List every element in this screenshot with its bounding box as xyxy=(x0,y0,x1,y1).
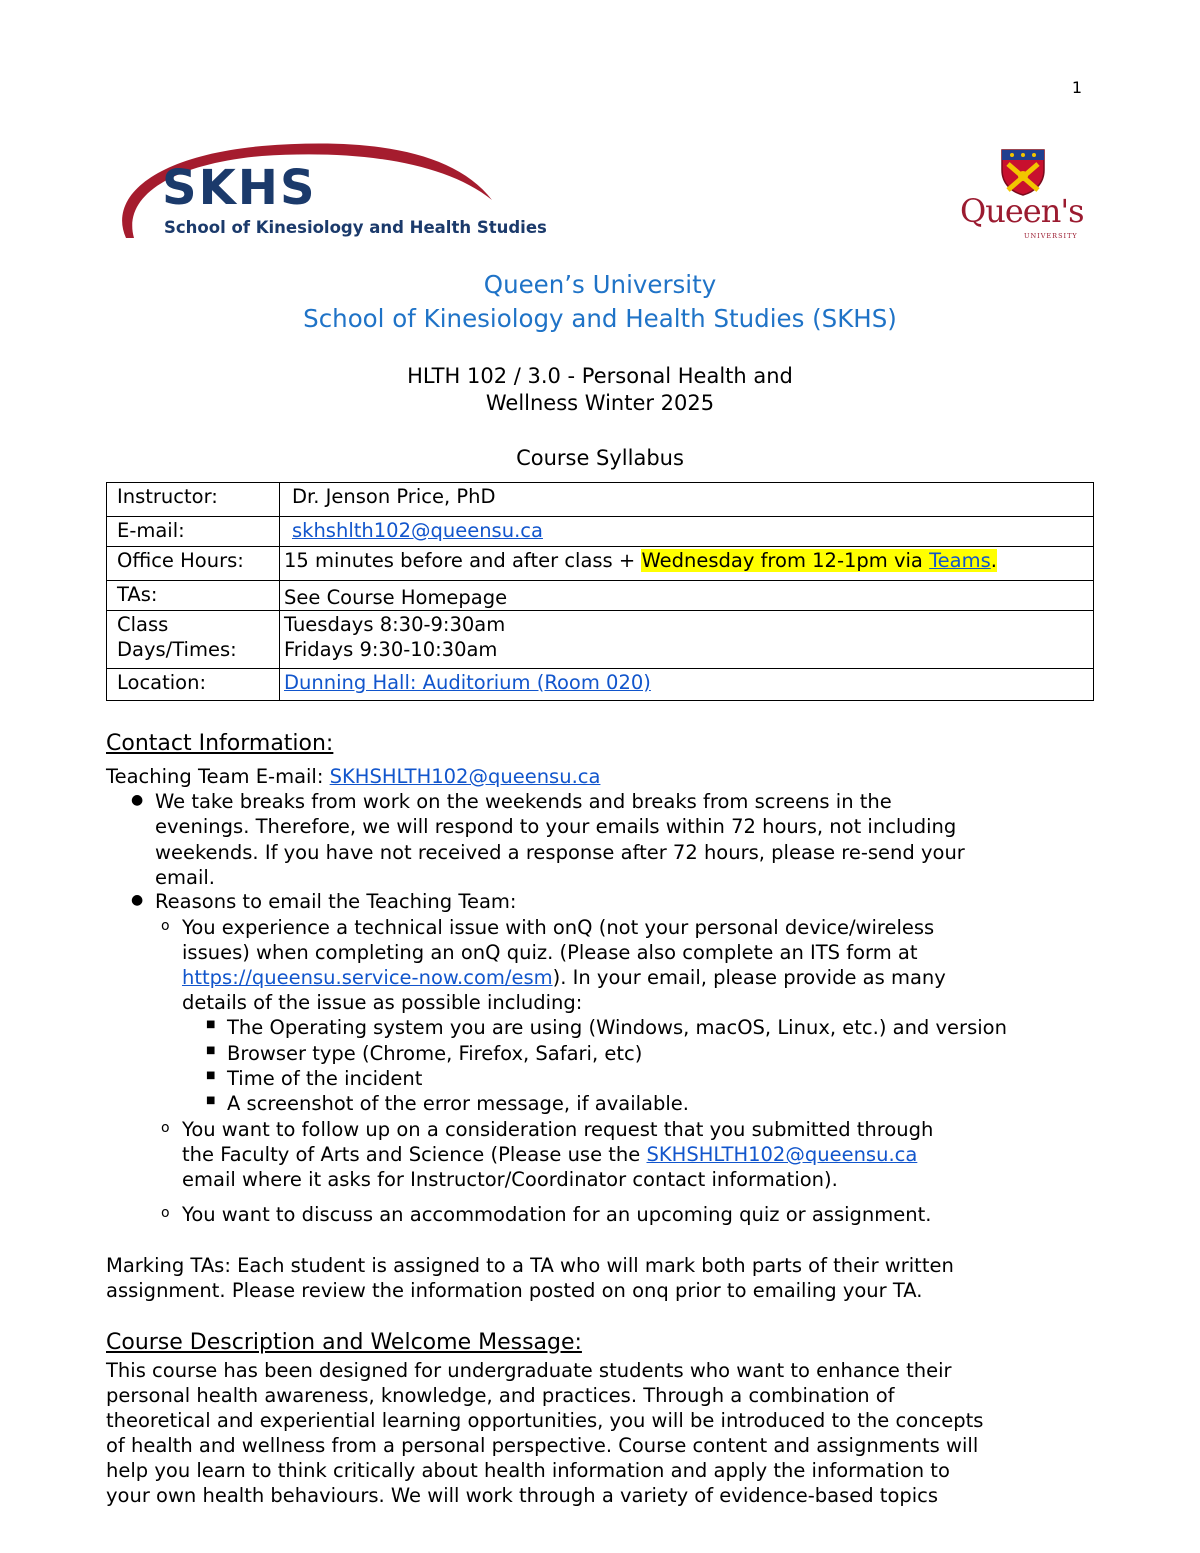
table-row-instructor xyxy=(107,483,1094,517)
description-line-5: help you learn to think critically about health information and apply the information to xyxy=(106,1459,950,1482)
instructor-value: Dr. Jenson Price, PhD xyxy=(280,483,1094,517)
class-label-line1: Class xyxy=(117,613,169,636)
table-row-office-hours xyxy=(107,547,1094,581)
its-form-link[interactable]: https://queensu.service-now.com/esm xyxy=(182,966,553,989)
queens-logo xyxy=(960,148,1094,244)
square-bullet-icon: ■ xyxy=(206,1095,216,1106)
teaching-team-email-line xyxy=(106,764,600,789)
sub-2-line-3: email where it asks for Instructor/Coordinator contact information). xyxy=(182,1168,838,1191)
bullet-1-line-2: evenings. Therefore, we will respond to your emails within 72 hours, not including xyxy=(155,815,957,838)
subsub-item-browser: Browser type (Chrome, Firefox, Safari, etc) xyxy=(227,1042,643,1065)
square-bullet-icon: ■ xyxy=(206,1045,216,1056)
subsub-item-os: The Operating system you are using (Windows, macOS, Linux, etc.) and version xyxy=(227,1016,1007,1039)
bullet-1-line-1: We take breaks from work on the weekends and breaks from screens in the xyxy=(155,790,892,813)
subsub-item-screenshot: A screenshot of the error message, if available. xyxy=(227,1092,689,1115)
bullet-dot-icon: ● xyxy=(131,892,144,908)
class-time-1: Tuesdays 8:30-9:30am xyxy=(284,613,506,636)
office-hours-label: Office Hours: xyxy=(107,547,280,581)
sub-1-line-4: details of the issue as possible including: xyxy=(182,991,583,1014)
queens-crest-icon xyxy=(1000,148,1046,196)
instructor-email-link[interactable]: skhshlth102@queensu.ca xyxy=(292,519,543,542)
location-label: Location: xyxy=(107,669,280,701)
marking-tas-line-1: Marking TAs: Each student is assigned to a TA who will mark both parts of their written xyxy=(106,1254,954,1277)
description-line-3: theoretical and experiential learning opportunities, you will be introduced to the concepts xyxy=(106,1409,984,1432)
school-heading: School of Kinesiology and Health Studies (SKHS) xyxy=(303,304,897,333)
sub-2-line-1: You want to follow up on a consideration request that you submitted through xyxy=(182,1118,934,1141)
circle-bullet-icon: o xyxy=(161,1205,170,1221)
tas-label: TAs: xyxy=(107,581,280,611)
consideration-email-link[interactable]: SKHSHLTH102@queensu.ca xyxy=(646,1143,918,1166)
queens-logo-small: UNIVERSITY xyxy=(1024,232,1078,240)
syllabus-title: Course Syllabus xyxy=(516,446,684,470)
email-label: E-mail: xyxy=(107,517,280,547)
description-section-title: Course Description and Welcome Message: xyxy=(106,1330,582,1355)
table-row-class-times xyxy=(107,611,1094,669)
bullet-1-line-4: email. xyxy=(155,866,215,889)
sub-2-line-2-text: the Faculty of Arts and Science (Please use the xyxy=(182,1143,647,1166)
description-line-1: This course has been designed for undergraduate students who want to enhance their xyxy=(106,1359,952,1382)
table-row-tas xyxy=(107,581,1094,611)
square-bullet-icon: ■ xyxy=(206,1019,216,1030)
sub-2-line-2 xyxy=(182,1142,917,1168)
square-bullet-icon: ■ xyxy=(206,1070,216,1081)
teaching-team-email-link[interactable]: SKHSHLTH102@queensu.ca xyxy=(329,765,601,788)
subsub-item-time: Time of the incident xyxy=(227,1067,423,1090)
bullet-2-text: Reasons to email the Teaching Team: xyxy=(155,890,517,913)
tas-value: See Course Homepage xyxy=(280,581,1094,611)
class-time-2: Fridays 9:30-10:30am xyxy=(284,638,498,661)
circle-bullet-icon: o xyxy=(161,1120,170,1136)
office-hours-value xyxy=(280,547,1094,581)
class-times-label xyxy=(107,611,280,669)
circle-bullet-icon: o xyxy=(161,918,170,934)
description-line-6: your own health behaviours. We will work through a variety of evidence-based topics xyxy=(106,1484,939,1507)
instructor-label: Instructor: xyxy=(107,483,280,517)
teaching-team-email-label: Teaching Team E-mail: xyxy=(106,765,330,788)
bullet-1-line-3: weekends. If you have not received a response after 72 hours, please re-send your xyxy=(155,841,965,864)
office-hours-plain: 15 minutes before and after class + xyxy=(284,549,642,572)
sub-3-text: You want to discuss an accommodation for an upcoming quiz or assignment. xyxy=(182,1203,932,1226)
skhs-logo-title: SKHS xyxy=(162,160,317,216)
skhs-logo xyxy=(112,138,570,246)
sub-1-line-1: You experience a technical issue with onQ (not your personal device/wireless xyxy=(182,916,935,939)
office-hours-highlight: Wednesday from 12-1pm via xyxy=(641,549,930,572)
queens-logo-wordmark: Queen's xyxy=(960,192,1084,230)
table-row-email xyxy=(107,517,1094,547)
description-line-4: of health and wellness from a personal perspective. Course content and assignments will xyxy=(106,1434,979,1457)
course-title-line2: Wellness Winter 2025 xyxy=(485,391,715,415)
contact-section-title: Contact Information: xyxy=(106,731,334,756)
location-link[interactable]: Dunning Hall: Auditorium (Room 020) xyxy=(284,671,651,694)
course-info-table xyxy=(106,482,1094,701)
university-heading: Queen’s University xyxy=(483,270,717,299)
skhs-logo-subtitle: School of Kinesiology and Health Studies xyxy=(164,218,547,237)
page-number: 1 xyxy=(1071,78,1082,97)
teams-link[interactable]: Teams xyxy=(929,549,991,572)
sub-1-after-link: ). In your email, please provide as many xyxy=(552,966,946,989)
marking-tas-line-2: assignment. Please review the information posted on onq prior to emailing your TA. xyxy=(106,1279,923,1302)
bullet-dot-icon: ● xyxy=(131,792,144,808)
class-label-line2: Days/Times: xyxy=(117,638,237,661)
table-row-location xyxy=(107,669,1094,701)
class-times-value xyxy=(280,611,1094,669)
sub-1-line-3 xyxy=(182,965,946,991)
office-hours-end: . xyxy=(990,549,997,572)
course-title-line1: HLTH 102 / 3.0 - Personal Health and xyxy=(407,364,793,388)
sub-1-line-2: issues) when completing an onQ quiz. (Please also complete an ITS form at xyxy=(182,941,918,964)
description-line-2: personal health awareness, knowledge, and practices. Through a combination of xyxy=(106,1384,895,1407)
